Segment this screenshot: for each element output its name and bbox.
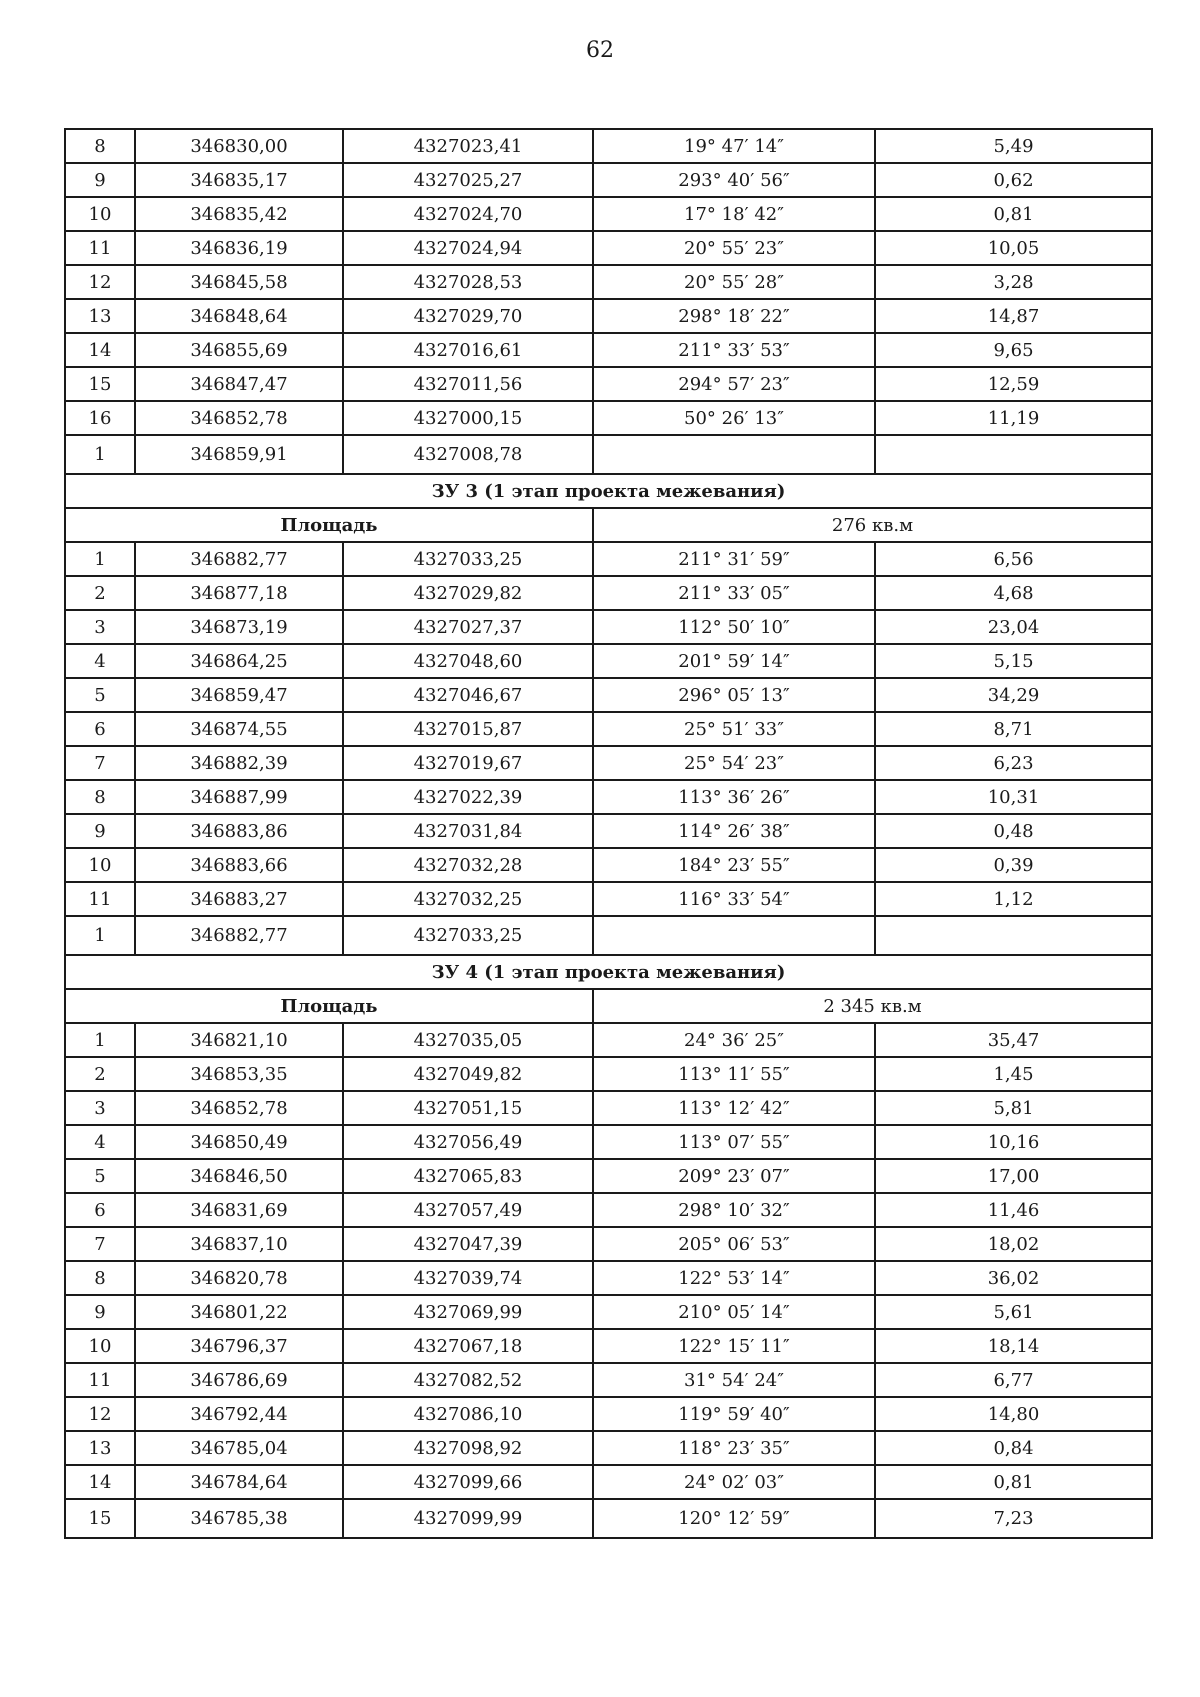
x-coordinate-cell: 346852,78 — [135, 1091, 343, 1125]
x-coordinate-cell: 346836,19 — [135, 231, 343, 265]
y-coordinate-cell: 4327022,39 — [343, 780, 593, 814]
bearing-cell: 120° 12′ 59″ — [593, 1499, 875, 1538]
length-cell: 0,62 — [875, 163, 1152, 197]
length-cell: 5,61 — [875, 1295, 1152, 1329]
table-row — [65, 644, 1152, 678]
y-coordinate-cell: 4327035,05 — [343, 1023, 593, 1057]
point-number-cell: 2 — [65, 576, 135, 610]
point-number-cell: 12 — [65, 265, 135, 299]
bearing-cell: 298° 10′ 32″ — [593, 1193, 875, 1227]
bearing-cell: 20° 55′ 28″ — [593, 265, 875, 299]
point-number-cell: 1 — [65, 1023, 135, 1057]
bearing-cell: 113° 12′ 42″ — [593, 1091, 875, 1125]
x-coordinate-cell: 346845,58 — [135, 265, 343, 299]
point-number-cell: 15 — [65, 367, 135, 401]
point-number-cell: 11 — [65, 882, 135, 916]
point-number-cell: 10 — [65, 1329, 135, 1363]
y-coordinate-cell: 4327049,82 — [343, 1057, 593, 1091]
point-number-cell: 10 — [65, 848, 135, 882]
point-number-cell: 7 — [65, 746, 135, 780]
length-cell: 23,04 — [875, 610, 1152, 644]
x-coordinate-cell: 346855,69 — [135, 333, 343, 367]
table-row — [65, 1431, 1152, 1465]
x-coordinate-cell: 346801,22 — [135, 1295, 343, 1329]
length-cell: 6,23 — [875, 746, 1152, 780]
y-coordinate-cell: 4327047,39 — [343, 1227, 593, 1261]
y-coordinate-cell: 4327024,94 — [343, 231, 593, 265]
table-row — [65, 1125, 1152, 1159]
x-coordinate-cell: 346846,50 — [135, 1159, 343, 1193]
y-coordinate-cell: 4327029,70 — [343, 299, 593, 333]
point-number-cell: 9 — [65, 1295, 135, 1329]
table-row — [65, 610, 1152, 644]
table-row — [65, 1159, 1152, 1193]
y-coordinate-cell: 4327025,27 — [343, 163, 593, 197]
length-cell: 18,02 — [875, 1227, 1152, 1261]
x-coordinate-cell: 346859,91 — [135, 435, 343, 474]
bearing-cell: 25° 54′ 23″ — [593, 746, 875, 780]
length-cell: 7,23 — [875, 1499, 1152, 1538]
y-coordinate-cell: 4327039,74 — [343, 1261, 593, 1295]
x-coordinate-cell: 346882,77 — [135, 916, 343, 955]
y-coordinate-cell: 4327099,99 — [343, 1499, 593, 1538]
point-number-cell: 9 — [65, 163, 135, 197]
length-cell: 10,05 — [875, 231, 1152, 265]
table-row — [65, 916, 1152, 955]
table-row — [65, 299, 1152, 333]
bearing-cell: 122° 53′ 14″ — [593, 1261, 875, 1295]
table-row — [65, 435, 1152, 474]
bearing-cell: 122° 15′ 11″ — [593, 1329, 875, 1363]
table-row — [65, 678, 1152, 712]
length-cell: 17,00 — [875, 1159, 1152, 1193]
point-number-cell: 1 — [65, 542, 135, 576]
table-row — [65, 814, 1152, 848]
x-coordinate-cell: 346820,78 — [135, 1261, 343, 1295]
bearing-cell: 201° 59′ 14″ — [593, 644, 875, 678]
table-row — [65, 1499, 1152, 1538]
bearing-cell: 184° 23′ 55″ — [593, 848, 875, 882]
x-coordinate-cell: 346784,64 — [135, 1465, 343, 1499]
length-cell: 11,46 — [875, 1193, 1152, 1227]
bearing-cell: 50° 26′ 13″ — [593, 401, 875, 435]
point-number-cell: 9 — [65, 814, 135, 848]
table-row — [65, 576, 1152, 610]
coordinates-table-body — [65, 129, 1152, 1538]
point-number-cell: 13 — [65, 1431, 135, 1465]
section-title: ЗУ 4 (1 этап проекта межевания) — [65, 955, 1152, 989]
table-row — [65, 1295, 1152, 1329]
table-row — [65, 129, 1152, 163]
x-coordinate-cell: 346874,55 — [135, 712, 343, 746]
bearing-cell: 296° 05′ 13″ — [593, 678, 875, 712]
table-row — [65, 746, 1152, 780]
length-cell: 14,87 — [875, 299, 1152, 333]
point-number-cell: 6 — [65, 1193, 135, 1227]
table-row — [65, 401, 1152, 435]
y-coordinate-cell: 4327056,49 — [343, 1125, 593, 1159]
bearing-cell: 211° 33′ 05″ — [593, 576, 875, 610]
section-title: ЗУ 3 (1 этап проекта межевания) — [65, 474, 1152, 508]
bearing-cell: 211° 31′ 59″ — [593, 542, 875, 576]
length-cell: 4,68 — [875, 576, 1152, 610]
point-number-cell: 3 — [65, 1091, 135, 1125]
point-number-cell: 8 — [65, 780, 135, 814]
y-coordinate-cell: 4327086,10 — [343, 1397, 593, 1431]
x-coordinate-cell: 346873,19 — [135, 610, 343, 644]
bearing-cell: 118° 23′ 35″ — [593, 1431, 875, 1465]
bearing-cell: 119° 59′ 40″ — [593, 1397, 875, 1431]
y-coordinate-cell: 4327011,56 — [343, 367, 593, 401]
area-label: Площадь — [65, 989, 593, 1023]
x-coordinate-cell: 346830,00 — [135, 129, 343, 163]
bearing-cell: 24° 36′ 25″ — [593, 1023, 875, 1057]
length-cell: 12,59 — [875, 367, 1152, 401]
y-coordinate-cell: 4327028,53 — [343, 265, 593, 299]
length-cell: 6,56 — [875, 542, 1152, 576]
bearing-cell: 293° 40′ 56″ — [593, 163, 875, 197]
length-cell: 34,29 — [875, 678, 1152, 712]
length-cell: 0,48 — [875, 814, 1152, 848]
length-cell — [875, 916, 1152, 955]
y-coordinate-cell: 4327031,84 — [343, 814, 593, 848]
section-title-row — [65, 955, 1152, 989]
table-row — [65, 1057, 1152, 1091]
x-coordinate-cell: 346852,78 — [135, 401, 343, 435]
area-label: Площадь — [65, 508, 593, 542]
area-value: 2 345 кв.м — [593, 989, 1152, 1023]
table-row — [65, 542, 1152, 576]
x-coordinate-cell: 346883,27 — [135, 882, 343, 916]
x-coordinate-cell: 346850,49 — [135, 1125, 343, 1159]
length-cell: 5,15 — [875, 644, 1152, 678]
length-cell: 35,47 — [875, 1023, 1152, 1057]
area-row — [65, 508, 1152, 542]
x-coordinate-cell: 346847,47 — [135, 367, 343, 401]
table-row — [65, 1227, 1152, 1261]
length-cell: 1,45 — [875, 1057, 1152, 1091]
y-coordinate-cell: 4327051,15 — [343, 1091, 593, 1125]
length-cell: 0,39 — [875, 848, 1152, 882]
table-row — [65, 1261, 1152, 1295]
length-cell: 3,28 — [875, 265, 1152, 299]
bearing-cell — [593, 916, 875, 955]
bearing-cell: 210° 05′ 14″ — [593, 1295, 875, 1329]
y-coordinate-cell: 4327065,83 — [343, 1159, 593, 1193]
table-row — [65, 848, 1152, 882]
table-row — [65, 265, 1152, 299]
bearing-cell: 19° 47′ 14″ — [593, 129, 875, 163]
point-number-cell: 10 — [65, 197, 135, 231]
y-coordinate-cell: 4327000,15 — [343, 401, 593, 435]
table-row — [65, 1023, 1152, 1057]
point-number-cell: 6 — [65, 712, 135, 746]
length-cell: 0,84 — [875, 1431, 1152, 1465]
length-cell: 14,80 — [875, 1397, 1152, 1431]
length-cell: 9,65 — [875, 333, 1152, 367]
y-coordinate-cell: 4327029,82 — [343, 576, 593, 610]
bearing-cell: 31° 54′ 24″ — [593, 1363, 875, 1397]
bearing-cell: 205° 06′ 53″ — [593, 1227, 875, 1261]
point-number-cell: 7 — [65, 1227, 135, 1261]
point-number-cell: 1 — [65, 916, 135, 955]
table-row — [65, 231, 1152, 265]
table-row — [65, 1193, 1152, 1227]
table-row — [65, 197, 1152, 231]
x-coordinate-cell: 346837,10 — [135, 1227, 343, 1261]
point-number-cell: 4 — [65, 644, 135, 678]
x-coordinate-cell: 346859,47 — [135, 678, 343, 712]
coordinates-table — [64, 128, 1153, 1539]
bearing-cell — [593, 435, 875, 474]
bearing-cell: 114° 26′ 38″ — [593, 814, 875, 848]
y-coordinate-cell: 4327015,87 — [343, 712, 593, 746]
table-row — [65, 1397, 1152, 1431]
bearing-cell: 211° 33′ 53″ — [593, 333, 875, 367]
table-row — [65, 1363, 1152, 1397]
point-number-cell: 4 — [65, 1125, 135, 1159]
point-number-cell: 12 — [65, 1397, 135, 1431]
point-number-cell: 15 — [65, 1499, 135, 1538]
bearing-cell: 20° 55′ 23″ — [593, 231, 875, 265]
point-number-cell: 11 — [65, 1363, 135, 1397]
x-coordinate-cell: 346883,66 — [135, 848, 343, 882]
point-number-cell: 13 — [65, 299, 135, 333]
table-row — [65, 780, 1152, 814]
table-row — [65, 882, 1152, 916]
x-coordinate-cell: 346835,42 — [135, 197, 343, 231]
point-number-cell: 3 — [65, 610, 135, 644]
length-cell: 10,16 — [875, 1125, 1152, 1159]
x-coordinate-cell: 346785,04 — [135, 1431, 343, 1465]
point-number-cell: 5 — [65, 1159, 135, 1193]
length-cell: 8,71 — [875, 712, 1152, 746]
area-value: 276 кв.м — [593, 508, 1152, 542]
x-coordinate-cell: 346882,77 — [135, 542, 343, 576]
y-coordinate-cell: 4327024,70 — [343, 197, 593, 231]
bearing-cell: 294° 57′ 23″ — [593, 367, 875, 401]
y-coordinate-cell: 4327082,52 — [343, 1363, 593, 1397]
x-coordinate-cell: 346831,69 — [135, 1193, 343, 1227]
length-cell: 18,14 — [875, 1329, 1152, 1363]
table-row — [65, 367, 1152, 401]
bearing-cell: 113° 07′ 55″ — [593, 1125, 875, 1159]
bearing-cell: 113° 11′ 55″ — [593, 1057, 875, 1091]
x-coordinate-cell: 346786,69 — [135, 1363, 343, 1397]
x-coordinate-cell: 346796,37 — [135, 1329, 343, 1363]
table-row — [65, 163, 1152, 197]
length-cell: 5,81 — [875, 1091, 1152, 1125]
table-row — [65, 1091, 1152, 1125]
x-coordinate-cell: 346882,39 — [135, 746, 343, 780]
bearing-cell: 298° 18′ 22″ — [593, 299, 875, 333]
page-number: 62 — [586, 38, 614, 63]
length-cell: 0,81 — [875, 197, 1152, 231]
length-cell: 0,81 — [875, 1465, 1152, 1499]
section-title-row — [65, 474, 1152, 508]
length-cell: 1,12 — [875, 882, 1152, 916]
table-row — [65, 712, 1152, 746]
y-coordinate-cell: 4327046,67 — [343, 678, 593, 712]
y-coordinate-cell: 4327098,92 — [343, 1431, 593, 1465]
bearing-cell: 24° 02′ 03″ — [593, 1465, 875, 1499]
bearing-cell: 25° 51′ 33″ — [593, 712, 875, 746]
x-coordinate-cell: 346887,99 — [135, 780, 343, 814]
y-coordinate-cell: 4327008,78 — [343, 435, 593, 474]
length-cell: 5,49 — [875, 129, 1152, 163]
y-coordinate-cell: 4327069,99 — [343, 1295, 593, 1329]
y-coordinate-cell: 4327048,60 — [343, 644, 593, 678]
point-number-cell: 16 — [65, 401, 135, 435]
y-coordinate-cell: 4327067,18 — [343, 1329, 593, 1363]
x-coordinate-cell: 346821,10 — [135, 1023, 343, 1057]
y-coordinate-cell: 4327019,67 — [343, 746, 593, 780]
point-number-cell: 8 — [65, 129, 135, 163]
y-coordinate-cell: 4327032,25 — [343, 882, 593, 916]
y-coordinate-cell: 4327032,28 — [343, 848, 593, 882]
bearing-cell: 17° 18′ 42″ — [593, 197, 875, 231]
length-cell: 6,77 — [875, 1363, 1152, 1397]
point-number-cell: 1 — [65, 435, 135, 474]
x-coordinate-cell: 346877,18 — [135, 576, 343, 610]
point-number-cell: 8 — [65, 1261, 135, 1295]
area-row — [65, 989, 1152, 1023]
x-coordinate-cell: 346848,64 — [135, 299, 343, 333]
bearing-cell: 113° 36′ 26″ — [593, 780, 875, 814]
y-coordinate-cell: 4327099,66 — [343, 1465, 593, 1499]
bearing-cell: 209° 23′ 07″ — [593, 1159, 875, 1193]
length-cell: 11,19 — [875, 401, 1152, 435]
y-coordinate-cell: 4327027,37 — [343, 610, 593, 644]
table-row — [65, 1465, 1152, 1499]
point-number-cell: 14 — [65, 1465, 135, 1499]
y-coordinate-cell: 4327057,49 — [343, 1193, 593, 1227]
y-coordinate-cell: 4327033,25 — [343, 916, 593, 955]
x-coordinate-cell: 346785,38 — [135, 1499, 343, 1538]
y-coordinate-cell: 4327023,41 — [343, 129, 593, 163]
point-number-cell: 2 — [65, 1057, 135, 1091]
point-number-cell: 14 — [65, 333, 135, 367]
point-number-cell: 5 — [65, 678, 135, 712]
y-coordinate-cell: 4327033,25 — [343, 542, 593, 576]
length-cell: 36,02 — [875, 1261, 1152, 1295]
bearing-cell: 116° 33′ 54″ — [593, 882, 875, 916]
bearing-cell: 112° 50′ 10″ — [593, 610, 875, 644]
x-coordinate-cell: 346864,25 — [135, 644, 343, 678]
x-coordinate-cell: 346883,86 — [135, 814, 343, 848]
x-coordinate-cell: 346835,17 — [135, 163, 343, 197]
x-coordinate-cell: 346853,35 — [135, 1057, 343, 1091]
point-number-cell: 11 — [65, 231, 135, 265]
length-cell — [875, 435, 1152, 474]
length-cell: 10,31 — [875, 780, 1152, 814]
x-coordinate-cell: 346792,44 — [135, 1397, 343, 1431]
table-row — [65, 1329, 1152, 1363]
y-coordinate-cell: 4327016,61 — [343, 333, 593, 367]
table-row — [65, 333, 1152, 367]
